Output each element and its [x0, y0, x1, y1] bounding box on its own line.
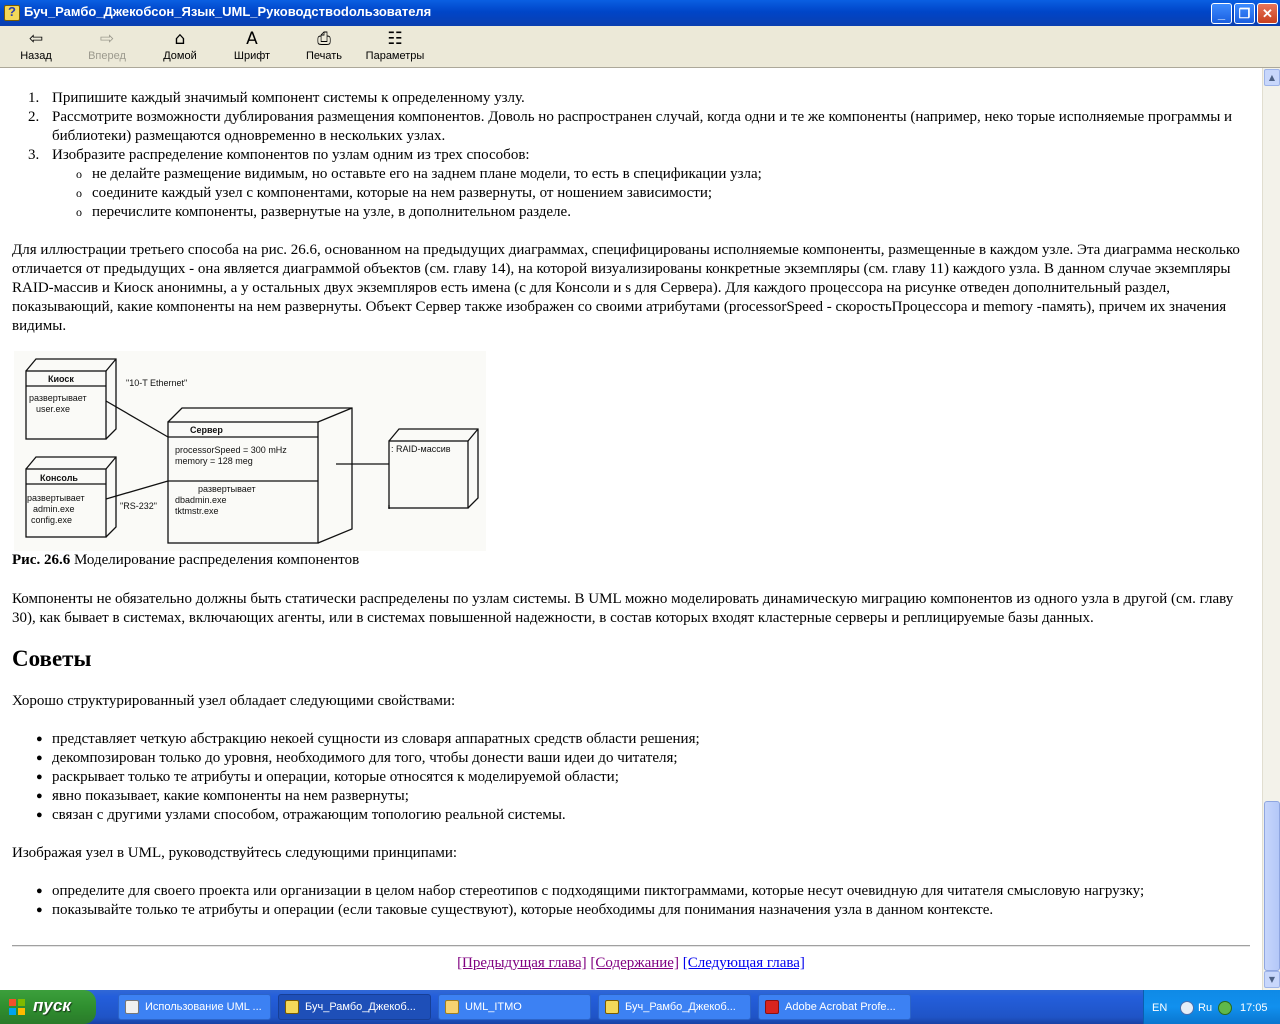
taskbar-item-label: Буч_Рамбо_Джекоб... — [625, 1001, 736, 1013]
windows-logo-icon — [8, 998, 26, 1016]
server-deploys: развертывает — [198, 484, 256, 494]
options-button[interactable] — [362, 28, 428, 66]
console-file-2: config.exe — [31, 515, 73, 525]
acrobat-icon — [765, 1000, 779, 1014]
server-attr-1: processorSpeed = 300 mHz — [175, 445, 287, 455]
sub-list-item: перечислите компоненты, развернутые на узле, в дополнительном разделе. — [92, 204, 571, 220]
bullet-icon: ● — [36, 733, 43, 745]
help-icon — [285, 1000, 299, 1014]
taskbar-item-label: UML_ITMO — [465, 1001, 522, 1013]
scroll-down-icon[interactable]: ▼ — [1264, 971, 1280, 988]
taskbar-item[interactable] — [438, 994, 591, 1020]
list-item: связан с другими узлами способом, отражающим топологию реальной системы. — [52, 807, 566, 823]
back-button[interactable] — [14, 28, 58, 66]
forward-label: Вперед — [88, 50, 126, 62]
bullet-icon: ● — [36, 809, 43, 821]
toolbar — [0, 26, 1280, 68]
raid-edge — [468, 429, 478, 441]
maximize-button[interactable]: ❐ — [1234, 3, 1255, 24]
print-button[interactable] — [302, 28, 346, 66]
caption-text: Моделирование распределения компонентов — [70, 552, 360, 568]
sub-list-item: соедините каждый узел с компонентами, которые на нем развернуты, от ношением зависимости; — [92, 185, 713, 201]
kiosk-deploys: развертывает — [29, 393, 87, 403]
server-node — [168, 422, 318, 543]
bullet-icon: ● — [36, 790, 43, 802]
prev-chapter-link[interactable]: [Предыдущая глава] — [457, 955, 587, 971]
document-icon — [125, 1000, 139, 1014]
clock: 17:05 — [1240, 1002, 1268, 1014]
list-item: показывайте только те атрибуты и операции (если таковые существуют), которые необходимы для понимания назначения узла в данном контексте. — [52, 902, 994, 918]
chapter-nav — [0, 954, 1262, 973]
list-item: представляет четкую абстракцию некоей сущности из словаря аппаратных средств области решения; — [52, 731, 700, 747]
list-item: раскрывает только те атрибуты и операции, которые относятся к моделируемой области; — [52, 769, 619, 785]
circle-bullet-icon: o — [76, 186, 82, 200]
ol-number: 2. — [28, 109, 40, 125]
taskbar-item-active[interactable] — [278, 994, 431, 1020]
server-attr-2: memory = 128 meg — [175, 456, 253, 466]
start-button[interactable] — [0, 990, 96, 1024]
taskbar — [0, 990, 1280, 1024]
back-arrow-icon: ⇦ — [28, 29, 44, 49]
kiosk-name: Киоск — [48, 374, 74, 384]
ol-item: Рассмотрите возможности дублирования размещения компонентов. Доволь но распространен случай, когда одни и те же компоненты (например, неко торые исполняемые программы и библиотеки) размещаются одновременно в нескольких узлах. — [52, 109, 1233, 144]
taskbar-item-label: Adobe Acrobat Profe... — [785, 1001, 896, 1013]
document-content — [0, 68, 1262, 990]
minimize-button[interactable]: _ — [1211, 3, 1232, 24]
bullet-icon: ● — [36, 752, 43, 764]
console-edge — [106, 457, 116, 469]
vertical-scrollbar[interactable] — [1262, 68, 1280, 990]
paragraph: Хорошо структурированный узел обладает следующими свойствами: — [12, 693, 456, 709]
server-edge — [318, 408, 352, 422]
list-item: определите для своего проекта или организации в целом набор стереотипов с подходящими пиктограммами, которые несут очевидную для читателя смысловую нагрузку; — [52, 883, 1145, 899]
paragraph: Изображая узел в UML, руководствуйтесь следующими принципами: — [12, 845, 458, 861]
ol-number: 3. — [28, 147, 40, 163]
system-tray — [1143, 990, 1280, 1024]
caption-number: Рис. 26.6 — [12, 552, 71, 568]
help-app-icon — [4, 5, 20, 21]
list-item: декомпозирован только до уровня, необходимого для того, чтобы донести ваши идеи до читателя; — [52, 750, 678, 766]
ol-item: Изобразите распределение компонентов по узлам одним из трех способов: — [52, 147, 530, 163]
back-label: Назад — [20, 50, 52, 62]
home-button[interactable] — [158, 28, 202, 66]
font-label: Шрифт — [233, 50, 271, 62]
ethernet-link — [106, 401, 168, 437]
taskbar-item-label: Буч_Рамбо_Джекоб... — [305, 1001, 416, 1013]
console-file-1: admin.exe — [33, 504, 75, 514]
print-label: Печать — [305, 50, 343, 62]
section-heading: Советы — [12, 646, 92, 671]
home-label: Домой — [163, 50, 197, 62]
paragraph: Для иллюстрации третьего способа на рис. 26.6, основанном на предыдущих диаграммах, специфицированы исполняемые компоненты, размещенные в каждом узле. Эта диаграмма несколько отличается от предыдущих - она является диаграммой объектов (см. главу 14), на которой визуализированы конкретные экземпляры (см. главу 11) каждого узла. В данном случае экземпляры RAID-массив и Киоск анонимны, а у остальных двух экземпляров есть имена (с для Консоли и s для Сервера). Для каждого процессора на рисунке отведен дополнительный раздел, показывающий, какие компоненты на нем развернуты. Объект Сервер также изображен со своими атрибутами (processorSpeed - скоростьПроцессора и memory -память), причем их значения видимы. — [12, 242, 1240, 334]
taskbar-item[interactable] — [598, 994, 751, 1020]
language-indicator[interactable]: EN — [1152, 1002, 1168, 1014]
forward-button[interactable] — [84, 28, 130, 66]
back-circle-icon[interactable] — [1180, 1001, 1194, 1015]
keyboard-layout[interactable]: Ru — [1198, 1002, 1213, 1014]
home-icon: ⌂ — [174, 29, 186, 49]
bullet-icon: ● — [36, 771, 43, 783]
taskbar-item-label: Использование UML ... — [145, 1001, 262, 1013]
server-file-1: dbadmin.exe — [175, 495, 227, 505]
rs232-link — [106, 481, 168, 499]
window-title: Буч_Рамбо_Джекобсон_Язык_UML_Руководствodользователя — [24, 4, 432, 19]
antivirus-icon[interactable] — [1218, 1001, 1232, 1015]
font-button[interactable] — [230, 28, 274, 66]
taskbar-item[interactable] — [118, 994, 271, 1020]
diagram-svg — [14, 351, 486, 551]
bullet-icon: ● — [36, 885, 43, 897]
toc-link[interactable]: [Содержание] — [590, 955, 679, 971]
close-button[interactable]: ✕ — [1257, 3, 1278, 24]
figure-caption — [12, 551, 359, 570]
console-deploys: развертывает — [27, 493, 85, 503]
scroll-thumb[interactable] — [1264, 801, 1280, 971]
next-chapter-link[interactable]: [Следующая глава] — [682, 955, 805, 971]
circle-bullet-icon: o — [76, 205, 82, 219]
options-icon: ☷ — [387, 29, 403, 49]
ol-number: 1. — [28, 90, 40, 106]
ethernet-label: "10-T Ethernet" — [126, 378, 188, 388]
taskbar-item[interactable] — [758, 994, 911, 1020]
bullet-icon: ● — [36, 904, 43, 916]
ol-item: Припишите каждый значимый компонент системы к определенному узлу. — [52, 90, 525, 106]
help-icon — [605, 1000, 619, 1014]
raid-name: : RAID-массив — [391, 444, 451, 454]
divider — [12, 945, 1250, 947]
rs232-label: "RS-232" — [120, 501, 157, 511]
printer-icon: ⎙ — [317, 29, 331, 49]
paragraph: Компоненты не обязательно должны быть статически распределены по узлам системы. В UML можно моделировать динамическую миграцию компонентов из одного узла в другой (см. главу 30), как бывает в системах, включающих агенты, или в системах повышенной надежности, в состав которых входят кластерные серверы и реплицируемые базы данных. — [12, 591, 1234, 626]
start-label: пуск — [33, 996, 71, 1015]
options-label: Параметры — [365, 50, 425, 62]
server-file-2: tktmstr.exe — [175, 506, 219, 516]
kiosk-file: user.exe — [36, 404, 71, 414]
server-name: Сервер — [190, 425, 223, 435]
deployment-diagram — [14, 351, 486, 551]
scroll-up-icon[interactable]: ▲ — [1264, 69, 1280, 86]
console-name: Консоль — [40, 473, 78, 483]
folder-icon — [445, 1000, 459, 1014]
kiosk-edge — [106, 359, 116, 371]
font-icon: A — [246, 29, 258, 49]
list-item: явно показывает, какие компоненты на нем развернуты; — [52, 788, 409, 804]
sub-list-item: не делайте размещение видимым, но оставьте его на заднем плане модели, то есть в спецификации узла; — [92, 166, 762, 182]
circle-bullet-icon: o — [76, 167, 82, 181]
forward-arrow-icon: ⇨ — [99, 29, 115, 49]
title-bar — [0, 0, 1280, 26]
